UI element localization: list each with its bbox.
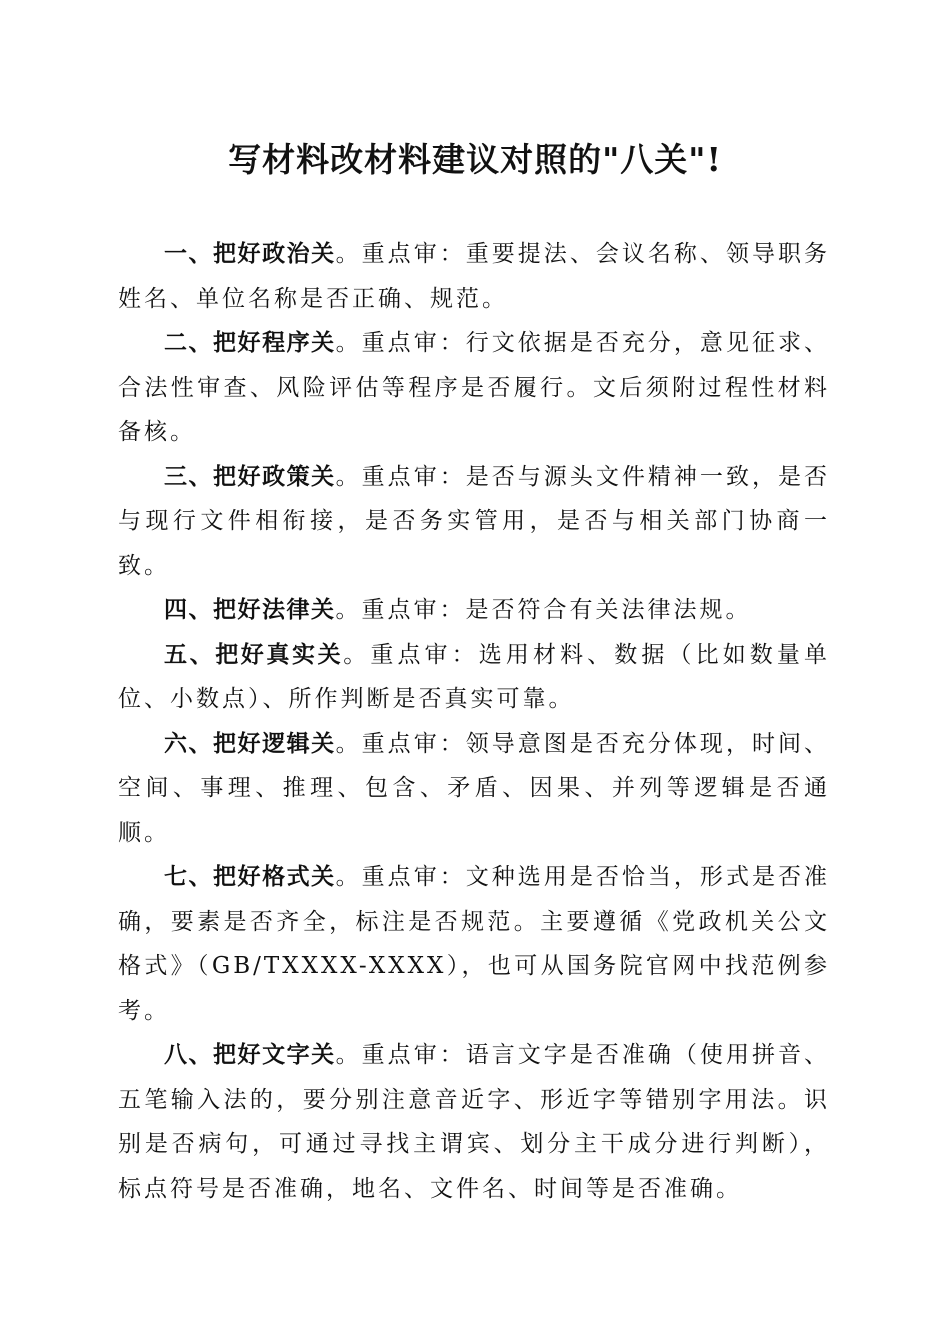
section-paragraph	[118, 722, 830, 856]
section-text: 。重点审：选用材料、数据（比如数量单位、小数点）、所作判断是否真实可靠。	[118, 641, 831, 712]
section-paragraph	[118, 455, 830, 589]
section-paragraph	[118, 588, 830, 633]
section-text: 。重点审：领导意图是否充分体现，时间、空间、事理、推理、包含、矛盾、因果、并列等逻辑是否通顺。	[118, 730, 831, 846]
document-title: 写材料改材料建议对照的"八关"!	[228, 140, 722, 179]
section-heading: 八、把好文字关	[164, 1042, 336, 1068]
section-heading: 七、把好格式关	[164, 864, 336, 890]
section-heading: 二、把好程序关	[164, 330, 336, 356]
section-paragraph	[118, 855, 830, 1033]
section-heading: 三、把好政策关	[164, 463, 336, 490]
section-text: 。重点审：行文依据是否充分，意见征求、合法性审查、风险评估等程序是否履行。文后须附过程性材料备核。	[118, 330, 831, 445]
section-heading: 六、把好逻辑关	[164, 730, 336, 757]
document-body	[118, 232, 830, 1211]
section-text: 。重点审：文种选用是否恰当，形式是否准确，要素是否齐全，标注是否规范。主要遵循《党政机关公文格式》（GB/TXXXX-XXXX），也可从国务院官网中找范例参考。	[118, 864, 831, 1024]
section-paragraph	[118, 1033, 830, 1211]
section-text: 。重点审：重要提法、会议名称、领导职务姓名、单位名称是否正确、规范。	[118, 241, 831, 312]
section-paragraph	[118, 321, 830, 455]
section-text: 。重点审：是否符合有关法律法规。	[335, 597, 752, 623]
section-paragraph	[118, 232, 830, 321]
section-text: 。重点审：语言文字是否准确（使用拼音、五笔输入法的，要分别注意音近字、形近字等错别字用法。识别是否病句，可通过寻找主谓宾、划分主干成分进行判断），标点符号是否准确，地名、文件名、时间等是否准确。	[118, 1042, 831, 1202]
section-paragraph	[118, 633, 830, 722]
section-heading: 五、把好真实关	[164, 641, 344, 668]
section-text: 。重点审：是否与源头文件精神一致，是否与现行文件相衔接，是否务实管用，是否与相关部门协商一致。	[118, 463, 831, 579]
section-heading: 四、把好法律关	[164, 597, 336, 623]
section-heading: 一、把好政治关	[164, 241, 336, 267]
